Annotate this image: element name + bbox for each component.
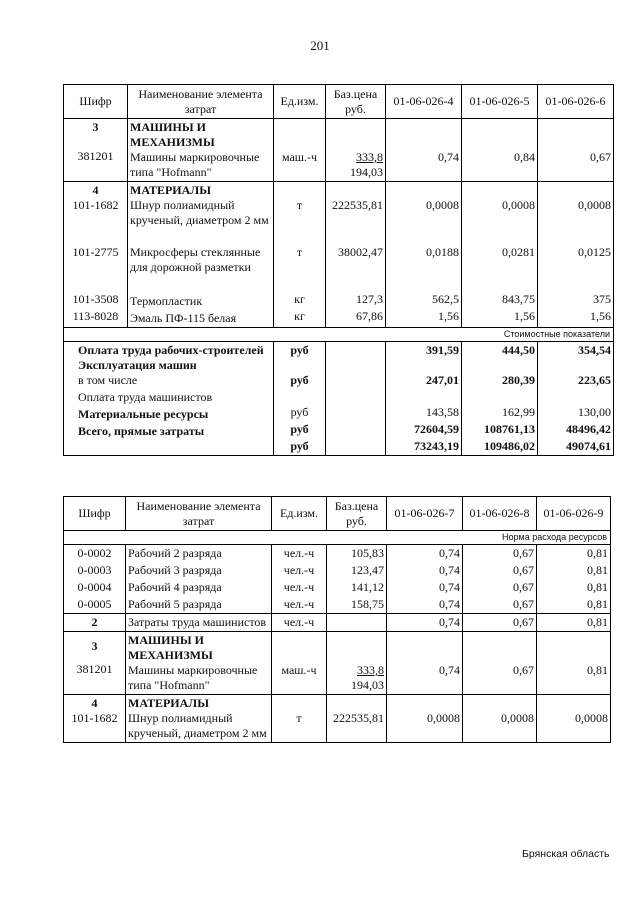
table-cell [462,119,538,182]
summary-unit: руб [290,343,309,357]
section-title: МАШИНЫ И МЕХАНИЗМЫ [128,633,213,662]
resource-code: 101-1682 [72,198,119,212]
resource-value: 1,56 [590,309,611,323]
resource-unit: чел.-ч [283,546,315,560]
cost-indicators-label: Стоимостные показатели [64,328,614,342]
resource-code: 0-0005 [77,597,112,611]
table-cell [538,342,614,456]
resource-unit: т [296,198,303,212]
summary-value: 72604,59 [414,422,459,436]
resource-unit: кг [294,309,305,323]
cost-table-1 [63,84,614,456]
resource-value: 0,81 [587,597,608,611]
resource-unit: т [296,711,302,725]
header-col-3: 01-06-026-9 [537,497,611,531]
table-cell [387,695,463,743]
summary-value: 108761,13 [484,422,535,436]
table-cell [272,545,327,614]
resource-value: 0,67 [513,663,534,677]
resource-name: Микросферы стеклянные для дорожной разметки [130,245,261,274]
table-cell [126,695,272,743]
resource-code: 381201 [76,662,113,676]
header-col-2: 01-06-026-8 [463,497,537,531]
header-name: Наименование элемента затрат [126,497,272,531]
resource-unit: т [296,245,303,259]
resource-unit: маш.-ч [281,663,317,677]
header-col-1: 01-06-026-4 [386,85,462,119]
table-cell [538,119,614,182]
summary-value: 143,58 [426,405,459,419]
resource-code: 0-0003 [77,563,112,577]
table-cell [126,632,272,695]
resource-value: 375 [593,292,611,306]
resource-unit: маш.-ч [281,150,318,164]
table-cell [386,182,462,328]
resource-value: 0,84 [514,150,535,164]
resource-value: 0,0281 [502,245,535,259]
resource-name: Шнур полиамидный крученый, диаметром 2 мм [128,711,267,740]
table-cell [537,695,611,743]
summary-value: 162,99 [502,405,535,419]
summary-unit: руб [290,422,309,436]
header-code: Шифр [64,85,128,119]
resource-value: 0,0008 [501,711,534,725]
table-cell [128,119,274,182]
header-price: Баз.цена руб. [326,85,386,119]
resource-unit: чел.-ч [283,563,315,577]
table-header [64,85,614,119]
resource-value: 0,74 [439,580,460,594]
resource-value: 0,67 [590,150,611,164]
norm-label: Норма расхода ресурсов [64,531,611,545]
summary-label: Всего, прямые затраты [78,424,205,438]
summary-value: 354,54 [578,343,611,357]
summary-value: 223,65 [578,373,611,387]
resource-value: 0,74 [439,546,460,560]
resource-price: 123,47 [351,563,384,577]
table-cell [387,632,463,695]
resource-value: 0,0188 [426,245,459,259]
summary-value: 391,59 [426,343,459,357]
summary-value: 280,39 [502,373,535,387]
header-unit: Ед.изм. [274,85,326,119]
table-cell [462,182,538,328]
section-number: 2 [64,614,126,632]
summary-value: 130,00 [578,405,611,419]
resource-value: 843,75 [502,292,535,306]
resource-code: 101-2775 [72,245,119,259]
header-col-1: 01-06-026-7 [387,497,463,531]
resource-value: 0,74 [438,150,459,164]
footer-region: Брянская область [522,848,610,860]
resource-value: 562,5 [432,292,459,306]
table-header [64,497,611,531]
resource-name: Эмаль ПФ-115 белая [130,311,237,325]
resource-value: 0,0125 [578,245,611,259]
workers-block [64,545,611,614]
table-cell [64,342,274,456]
header-col-3: 01-06-026-6 [538,85,614,119]
resource-value: 0,81 [587,563,608,577]
resource-value: 1,56 [514,309,535,323]
summary-value: 109486,02 [484,439,535,453]
page-number: 201 [310,38,330,53]
summary-value: 48496,42 [566,422,611,436]
resource-value: 0,67 [513,546,534,560]
resource-value: 0,81 [587,546,608,560]
resource-name: Рабочий 3 разряда [128,563,222,577]
resource-code: 0-0004 [77,580,112,594]
section-title: МАШИНЫ И МЕХАНИЗМЫ [130,120,215,149]
section-title: МАТЕРИАЛЫ [128,696,209,710]
summary-label: Оплата труда рабочих-строителей [78,343,264,357]
norm-label-row [64,531,611,545]
summary-block [64,342,614,456]
table-cell [274,119,326,182]
resource-price-2: 194,03 [351,678,384,692]
table-cell [274,182,326,328]
resource-value: 0,81 [587,663,608,677]
resource-unit: чел.-ч [272,614,327,632]
summary-label: Материальные ресурсы [78,407,209,421]
table-cell [327,632,387,695]
machines-section-row [64,119,614,182]
resource-code: 101-1682 [71,711,118,725]
resource-code: 101-3508 [72,292,119,306]
resource-name: Рабочий 2 разряда [128,546,222,560]
resource-price: 222535,81 [332,198,383,212]
table-cell [463,695,537,743]
table-cell [64,182,128,328]
summary-unit: руб [290,439,309,453]
header-name: Наименование элемента затрат [128,85,274,119]
summary-value: 444,50 [502,343,535,357]
header-col-2: 01-06-026-5 [462,85,538,119]
resource-price: 141,12 [351,580,384,594]
table-cell [128,182,274,328]
table-cell [272,632,327,695]
resource-price: 158,75 [351,597,384,611]
table-cell [463,545,537,614]
table-cell [327,614,387,632]
summary-value: 73243,19 [414,439,459,453]
section-number: 3 [92,120,99,134]
resource-price: 333,8 [357,663,384,677]
table-cell [463,632,537,695]
summary-unit: руб [290,373,309,387]
table-cell [64,119,128,182]
resource-price: 38002,47 [338,245,383,259]
resource-value: 0,81 [587,580,608,594]
resource-unit: кг [294,292,305,306]
table-cell [64,545,126,614]
resource-code: 381201 [77,149,114,163]
summary-sublabel: в том числе [78,373,138,387]
resource-value: 0,74 [387,614,463,632]
resource-value: 0,74 [439,563,460,577]
machinists-row [64,614,611,632]
summary-unit: руб [290,405,309,419]
resource-value: 0,67 [513,563,534,577]
table-cell [274,342,326,456]
table-cell [538,182,614,328]
table-cell [326,342,386,456]
resource-price-2: 194,03 [350,165,383,179]
materials-section-row [64,695,611,743]
table-cell [126,545,272,614]
header-price: Баз.цена руб. [327,497,387,531]
table-cell [537,632,611,695]
resource-value: 0,67 [513,580,534,594]
resource-value: 0,74 [439,597,460,611]
resource-name: Рабочий 4 разряда [128,580,222,594]
resource-name: Рабочий 5 разряда [128,597,222,611]
table-cell [387,545,463,614]
resource-name: Термопластик [130,294,203,308]
resource-name: Машины маркировочные типа "Hofmann" [130,150,260,179]
resource-code: 0-0002 [77,546,112,560]
table-cell [386,119,462,182]
cost-label-row [64,328,614,342]
header-unit: Ед.изм. [272,497,327,531]
summary-value: 49074,61 [566,439,611,453]
resource-value: 0,81 [537,614,611,632]
resource-unit: чел.-ч [283,580,315,594]
resource-value: 0,0008 [502,198,535,212]
resource-value: 0,0008 [575,711,608,725]
resource-name: Машины маркировочные типа "Hofmann" [128,663,258,692]
section-number: 4 [92,183,99,197]
section-number: 4 [91,696,98,710]
resource-value: 0,67 [513,597,534,611]
cost-table-2 [63,496,611,743]
table-cell [537,545,611,614]
table-cell [326,182,386,328]
summary-label: Эксплуатация машин [78,358,197,372]
resource-price: 105,83 [351,546,384,560]
machines-section-row [64,632,611,695]
section-number: 3 [91,639,98,653]
resource-value: 0,0008 [426,198,459,212]
resource-value: 1,56 [438,309,459,323]
resource-price: 222535,81 [333,711,384,725]
resource-name: Шнур полиамидный крученый, диаметром 2 мм [130,198,269,227]
resource-value: 0,74 [439,663,460,677]
table-cell [64,632,126,695]
section-title: МАТЕРИАЛЫ [130,183,211,197]
resource-price: 67,86 [356,309,383,323]
resource-value: 0,0008 [427,711,460,725]
summary-value: 247,01 [426,373,459,387]
resource-name: Затраты труда машинистов [126,614,272,632]
summary-label: Оплата труда машинистов [78,390,213,404]
resource-value: 0,0008 [578,198,611,212]
resource-code: 113-8028 [72,309,119,323]
table-cell [327,545,387,614]
table-cell [64,695,126,743]
table-cell [386,342,462,456]
resource-price: 333,8 [356,150,383,164]
resource-price: 127,3 [356,292,383,306]
table-cell [327,695,387,743]
resource-unit: чел.-ч [283,597,315,611]
table-cell [272,695,327,743]
resource-value: 0,67 [463,614,537,632]
materials-section-row [64,182,614,328]
table-cell [326,119,386,182]
table-cell [462,342,538,456]
header-code: Шифр [64,497,126,531]
